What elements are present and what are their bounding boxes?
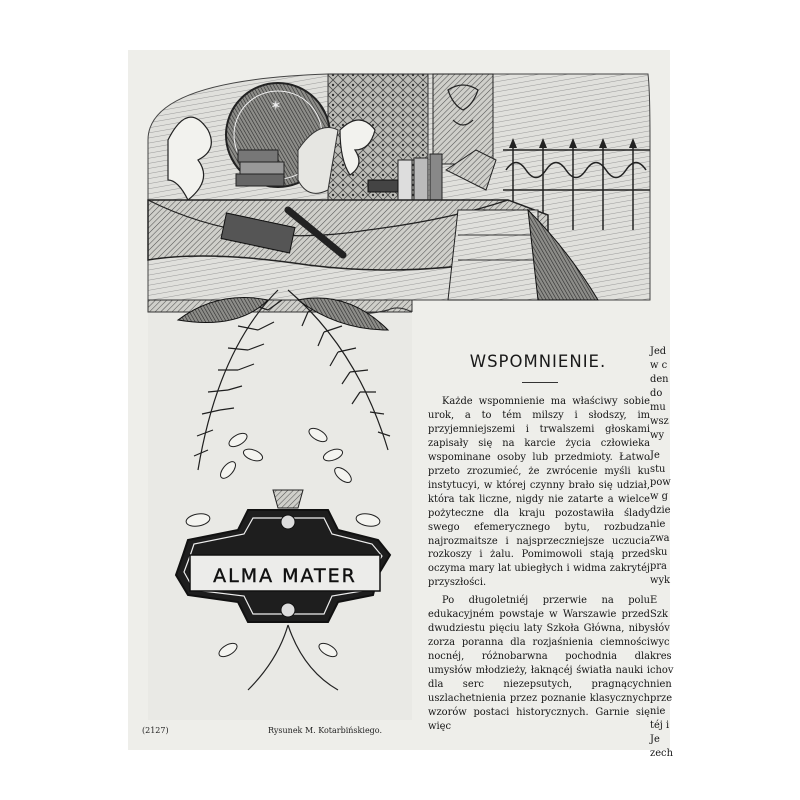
paragraph: Każde wspomnienie ma właściwy sobie urok, a to tém milszy i słodszy, im przyjemniejszemi i trwalszemi głoskami zapisały się na karcie życia człowieka wspominane osoby lub przedmioty. Łatwo przeto zrozumieć, że zwrócenie myśli ku instytucyi, w której czynny brało się udział, która tak liczne, nigdy nie zatarte a wielce pożyteczne dla kraju pozostawiła ślady swego efemerycznego bytu, rozbudza najrozmaitsze i najsprzeczniejsze uczucia rozkoszy i żalu. Pomimowoli stają przed oczyma mary lat ubiegłych i widma zakrytéj przyszłości.	[428, 396, 650, 589]
column-fragment: dzie	[650, 505, 671, 517]
column-fragment: zech	[650, 748, 673, 760]
stone-steps	[448, 210, 538, 300]
column-fragment: mu	[650, 401, 666, 413]
column-fragment: wyk	[650, 575, 671, 586]
star-icon: ✶	[270, 98, 282, 114]
paragraph: Po długoletniéj przerwie na polu edukacyjném powstaje w Warszawie przed dwudziestu pięciu laty Szkoła Główna, niby zorza poranna dla rozjaśnienia ciemności nocnéj, różnobarwna pochodnia dla umysłów młodzieży, łaknącéj światła nauki i dla serc niezepsutych, pragnących uszlachetnienia przez poznanie klasycznych wzorów postaci historycznych. Garnie się więc	[428, 595, 650, 732]
adjacent-column-fragments	[650, 345, 680, 761]
column-fragment: kres	[650, 650, 672, 662]
column-fragment: w g	[650, 491, 668, 503]
column-fragment: zwa	[650, 533, 670, 545]
column-fragment: słóv	[650, 622, 670, 634]
standing-books	[398, 160, 412, 206]
column-fragment: sku	[650, 547, 668, 559]
column-fragment: Jed	[650, 346, 667, 357]
column-fragment: téj i	[650, 720, 670, 732]
column-fragment: do	[650, 387, 663, 399]
illustration-credit: Rysunek M. Kotarbińskiego.	[268, 726, 383, 735]
column-fragment: w c	[650, 359, 668, 371]
book-stack	[238, 150, 278, 162]
column-fragment: nie	[650, 706, 666, 718]
column-fragment: prze	[650, 692, 673, 704]
column-fragment: wy	[650, 429, 665, 441]
column-fragment: pra	[650, 561, 667, 573]
page-number: (2127)	[142, 726, 169, 735]
column-fragment: Je	[650, 734, 660, 746]
column-fragment: nie	[650, 519, 666, 531]
column-fragment: wsz	[650, 415, 669, 427]
column-fragment: Szk	[650, 608, 668, 620]
column-fragment: chov	[650, 664, 674, 676]
column-fragment: Je	[650, 449, 660, 461]
column-fragment: wyc	[650, 636, 670, 648]
article-title: WSPOMNIENIE.	[469, 352, 607, 371]
lamp-ornament	[273, 490, 303, 508]
magazine-page	[128, 50, 674, 760]
banner-text: ALMA MATER	[213, 565, 357, 587]
column-fragment: pow	[650, 477, 671, 489]
column-fragment: den	[650, 373, 669, 385]
title-divider	[522, 382, 558, 383]
column-fragment: stu	[650, 463, 666, 475]
column-fragment: nien	[650, 678, 672, 690]
article-body	[428, 395, 650, 738]
ornate-tapestry	[433, 74, 493, 164]
article-column	[412, 312, 666, 750]
column-fragment: E	[650, 594, 658, 606]
